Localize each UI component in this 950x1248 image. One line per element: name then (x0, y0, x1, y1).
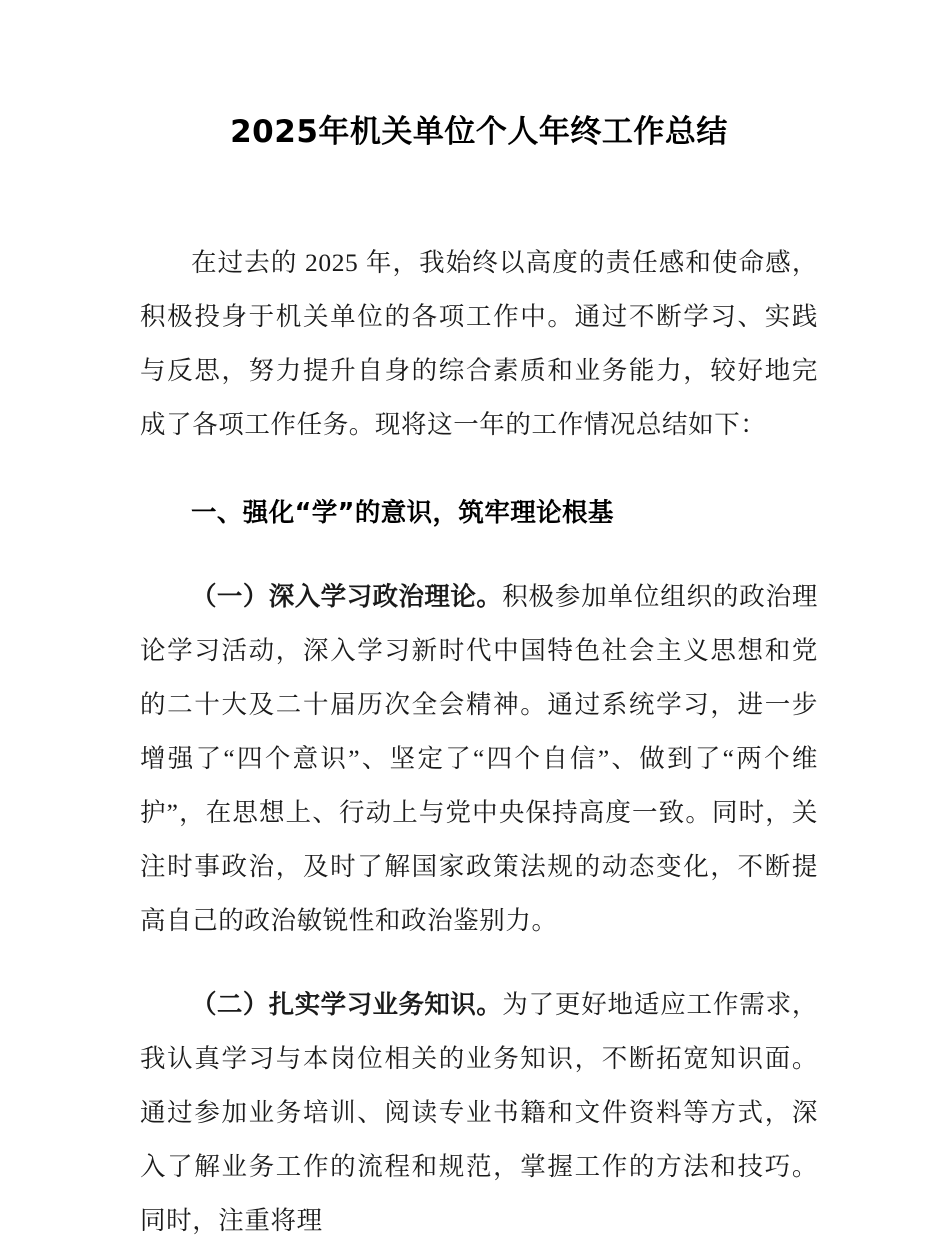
subsection-1-1-lead-in: （一）深入学习政治理论。 (191, 582, 503, 612)
section-heading-1: 一、强化“学”的意识，筑牢理论根基 (191, 498, 614, 528)
subsection-1-1-body: 积极参加单位组织的政治理论学习活动，深入学习新时代中国特色社会主义思想和党的二十大及二十届历次全会精神。通过系统学习，进一步增强了“四个意识”、坚定了“四个自信”、做到了“两个维护”，在思想上、行动上与党中央保持高度一致。同时，关注时事政治，及时了解国家政策法规的动态变化，不断提高自己的政治敏锐性和政治鉴别力。 (140, 582, 818, 935)
subsection-1-1 (140, 570, 818, 948)
intro-paragraph: 在过去的 2025 年，我始终以高度的责任感和使命感，积极投身于机关单位的各项工作中。通过不断学习、实践与反思，努力提升自身的综合素质和业务能力，较好地完成了各项工作任务。现将这一年的工作情况总结如下： (140, 248, 818, 439)
subsection-1-2-body: 为了更好地适应工作需求，我认真学习与本岗位相关的业务知识，不断拓宽知识面。通过参加业务培训、阅读专业书籍和文件资料等方式，深入了解业务工作的流程和规范，掌握工作的方法和技巧。同时，注重将理 (140, 990, 818, 1235)
subsection-1-2-lead-in: （二）扎实学习业务知识。 (191, 990, 503, 1020)
page-title: 2025年机关单位个人年终工作总结 (230, 114, 728, 150)
subsection-1-2 (140, 978, 818, 1248)
document-content-column (140, 0, 818, 1248)
